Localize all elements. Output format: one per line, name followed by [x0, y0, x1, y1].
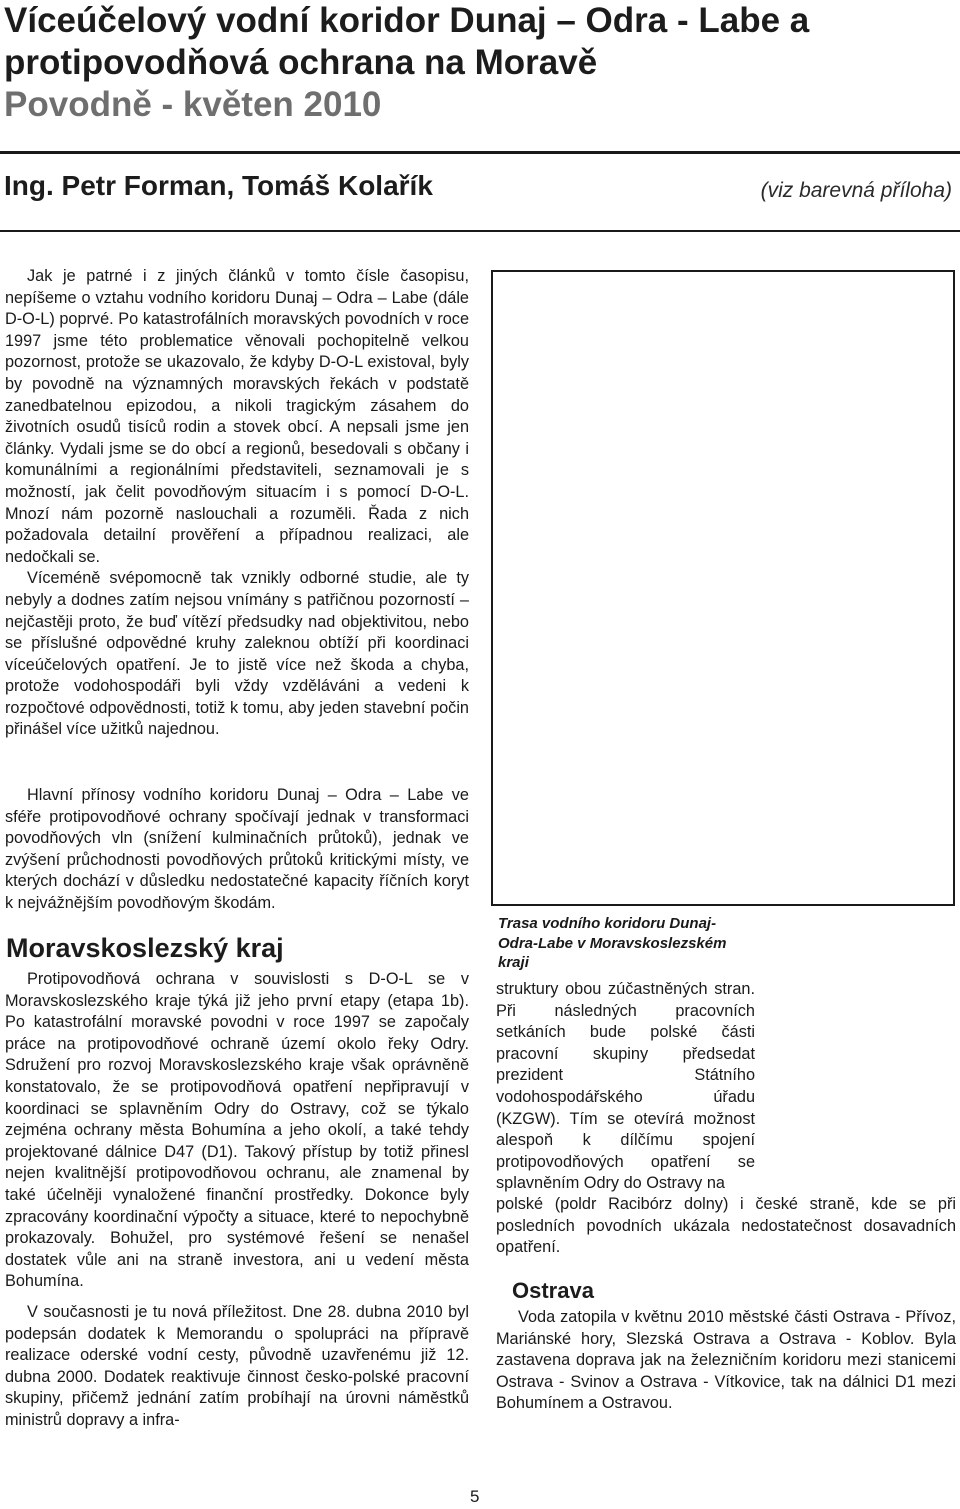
ostrava-column [496, 1307, 956, 1415]
right-wide-paragraph: polské (poldr Racibórz dolny) i české straně, kde se při posledních povodních ukázala nedostatečnost dosavadních opatření. [496, 1195, 956, 1257]
map-figure-frame [491, 270, 955, 906]
right-narrow-column [496, 979, 755, 1195]
intro-paragraph-1: Jak je patrné i z jiných článků v tomto čísle časopisu, nepíšeme o vztahu vodního koridoru Dunaj – Odra – Labe (dále D-O-L) poprvé. Po katastrofálních moravských povodních v roce 1997 jsme této problematice věnovali pochopitelně velkou pozornost, protože se ukazovalo, že kdyby D-O-L existoval, byly by povodně na významných moravských řekách v podstatě zanedbatelnou epizodou, a nikoli tragickým zásahem do životních osudů tisíců rodin a stovek obcí. A nepsali jsme jen články. Vydali jsme se do obcí a regionů, besedovali s občany i komunálními a regionálními představiteli, seznamovali je s možností, jak čelit povodňovým situacím i s pomocí D-O-L. Mnozí nám pozorně naslouchali a rozuměli. Řada z nich požadovala detailní prověření a případnou realizaci, ale nedočkali se. [5, 267, 469, 566]
right-narrow-paragraph: struktury obou zúčastněných stran. Při následných pracovních setkáních bude polské části pracovní skupiny předsedat prezident Státního vodohospodářského úřadu (KZGW). Tím se otevírá možnost alespoň k dílčímu spojení protipovodňových opatření se splavněním Odry do Ostravy na [496, 980, 755, 1193]
article-title: Víceúčelový vodní koridor Dunaj – Odra - Labe a protipovodňová ochrana na Moravě [4, 1, 810, 82]
figure-caption: Trasa vodního koridoru Dunaj-Odra-Labe v Moravskoslezském kraji [498, 915, 727, 971]
page-number: 5 [470, 1487, 480, 1506]
section-heading-ostrava: Ostrava [512, 1278, 594, 1303]
benefits-paragraph: Hlavní přínosy vodního koridoru Dunaj – Odra – Labe ve sféře protipovodňové ochrany spočívají jednak v transformaci povodňových vln (snížení kulminačních průtoků), jednak ve zvýšení průchodnosti povodňových průtoků kritickými místy, ve kterých dochází v důsledku nedostatečné kapacity říčních koryt k nejvážnějším povodňovým škodám. [5, 786, 469, 912]
color-supplement-note: (viz barevná příloha) [760, 179, 952, 202]
authors-divider [0, 230, 960, 232]
intro-paragraph-2: Víceméně svépomocně tak vznikly odborné studie, ale ty nebyly a dodnes zatím nejsou vnímány s patřičnou pozorností – nejčastěji proto, že buď vítězí předsudky nad objektivitou, nebo se příslušné odpovědné kruhy zaleknou obtíží při koordinaci víceúčelových opatření. Je to jistě více než škoda a chyba, protože vodohospodáři byli vždy vzděláváni a vedeni k rozpočtové odpovědnosti, totiž k tomu, aby jeden stavební počin přinášel více užitků najednou. [5, 569, 469, 739]
section-heading-msk: Moravskoslezský kraj [6, 933, 284, 963]
right-wide-column [496, 1194, 956, 1259]
intro-column [5, 266, 469, 741]
article-subtitle: Povodně - květen 2010 [4, 85, 382, 124]
msk-column [5, 969, 469, 1293]
msk-paragraph-1: Protipovodňová ochrana v souvislosti s D-O-L se v Moravskoslezského kraje týká již jeho první etapy (etapa 1b). Po katastrofální moravské povodni v roce 1997 se započaly práce na protipovodňové ochraně území okolo řeky Odry. Sdružení pro rozvoj Moravskoslezského kraje však oprávněně konstatovalo, že se protipovodňová opatření nepřipravují v koordinaci se splavněním Odry do Ostravy, což se týkalo zejména ochrany města Bohumína a jeho okolí, a také tehdy projektované dálnice D47 (D1). Takový přístup by totiž přinesl nejen kvalitnější protipovodňovou ochranu, ale znamenal by také účelněji vynaložené finanční prostředky. Dokonce byly zpracovány koordinační výpočty a situace, které to nepochybně prokazovaly. Bohužel, pro systémové řešení se nenašel dostatek vůle ani na straně investora, ani u vedení města Bohumína. [5, 970, 469, 1291]
msk-column-2 [5, 1302, 469, 1432]
ostrava-paragraph: Voda zatopila v květnu 2010 městské části Ostrava - Přívoz, Mariánské hory, Slezská Ostrava a Ostrava - Koblov. Byla zastavena doprava jak na železničním koridoru mezi stanicemi Ostrava - Svinov a Ostrava - Vítkovice, tak na dálnici D1 mezi Bohumínem a Ostravou. [496, 1308, 956, 1413]
article-authors: Ing. Petr Forman, Tomáš Kolařík [4, 170, 433, 201]
benefits-column [5, 785, 469, 915]
header-divider [0, 151, 960, 154]
msk-paragraph-2: V současnosti je tu nová příležitost. Dne 28. dubna 2010 byl podepsán dodatek k Memorandu o spolupráci na přípravě realizace oderské vodní cesty, původně uzavřenému již 12. dubna 2000. Dodatek reaktivuje činnost česko-polské pracovní skupiny, přičemž jednání zatím probíhají na úrovni náměstků ministrů dopravy a infra- [5, 1303, 469, 1429]
